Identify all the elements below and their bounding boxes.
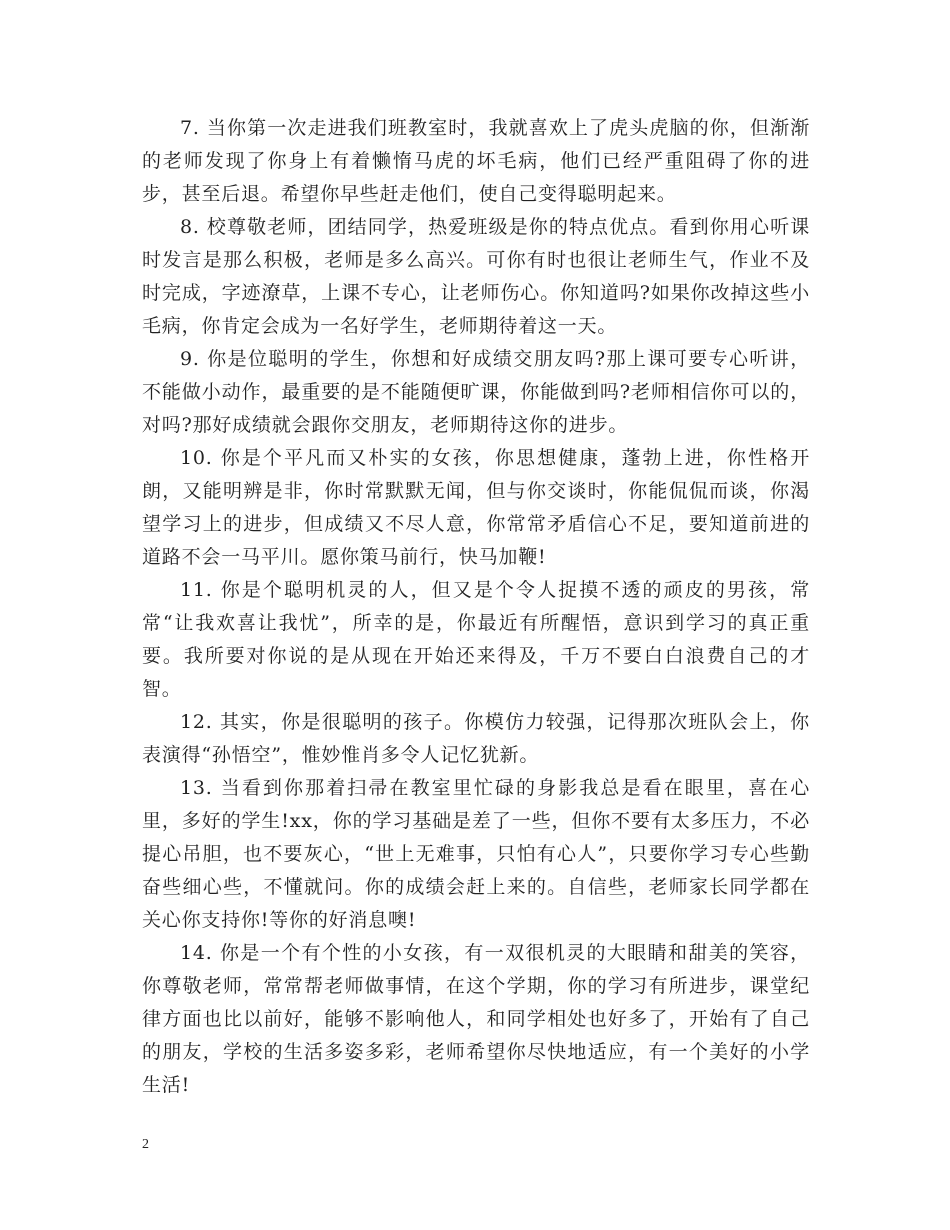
comment-paragraph-11: 11. 你是个聪明机灵的人，但又是个令人捉摸不透的顽皮的男孩，常常“让我欢喜让我忧”，所幸的是，你最近有所醒悟，意识到学习的真正重要。我所要对你说的是从现在开始还来得及，千万不要白白浪费自己的才智。	[142, 579, 810, 700]
document-body	[142, 112, 810, 1102]
comment-paragraph-8: 8. 校尊敬老师，团结同学，热爱班级是你的特点优点。看到你用心听课时发言是那么积极，老师是多么高兴。可你有时也很让老师生气，作业不及时完成，字迹潦草，上课不专心，让老师伤心。你知道吗?如果你改掉这些小毛病，你肯定会成为一名好学生，老师期待着这一天。	[142, 216, 810, 337]
comment-paragraph-7: 7. 当你第一次走进我们班教室时，我就喜欢上了虎头虎脑的你，但渐渐的老师发现了你身上有着懒惰马虎的坏毛病，他们已经严重阻碍了你的进步，甚至后退。希望你早些赶走他们，使自己变得聪明起来。	[142, 117, 810, 205]
comment-paragraph-13: 13. 当看到你那着扫帚在教室里忙碌的身影我总是看在眼里，喜在心里，多好的学生!xx，你的学习基础是差了一些，但你不要有太多压力，不必提心吊胆，也不要灰心，“世上无难事，只怕有心人”，只要你学习专心些勤奋些细心些，不懂就问。你的成绩会赶上来的。自信些，老师家长同学都在关心你支持你!等你的好消息噢!	[142, 777, 810, 931]
comment-paragraph-12: 12. 其实，你是很聪明的孩子。你模仿力较强，记得那次班队会上，你表演得“孙悟空”，惟妙惟肖多令人记忆犹新。	[142, 711, 810, 766]
page-number: 2	[142, 1137, 149, 1152]
comment-paragraph-9: 9. 你是位聪明的学生，你想和好成绩交朋友吗?那上课可要专心听讲，不能做小动作，最重要的是不能随便旷课，你能做到吗?老师相信你可以的，对吗?那好成绩就会跟你交朋友，老师期待这你的进步。	[142, 348, 810, 436]
comment-paragraph-10: 10. 你是个平凡而又朴实的女孩，你思想健康，蓬勃上进，你性格开朗，又能明辨是非，你时常默默无闻，但与你交谈时，你能侃侃而谈，你渴望学习上的进步，但成绩又不尽人意，你常常矛盾信心不足，要知道前进的道路不会一马平川。愿你策马前行，快马加鞭!	[142, 447, 810, 568]
comment-paragraph-14: 14. 你是一个有个性的小女孩，有一双很机灵的大眼睛和甜美的笑容，你尊敬老师，常常帮老师做事情，在这个学期，你的学习有所进步，课堂纪律方面也比以前好，能够不影响他人，和同学相处也好多了，开始有了自己的朋友，学校的生活多姿多彩，老师希望你尽快地适应，有一个美好的小学生活!	[142, 942, 810, 1096]
